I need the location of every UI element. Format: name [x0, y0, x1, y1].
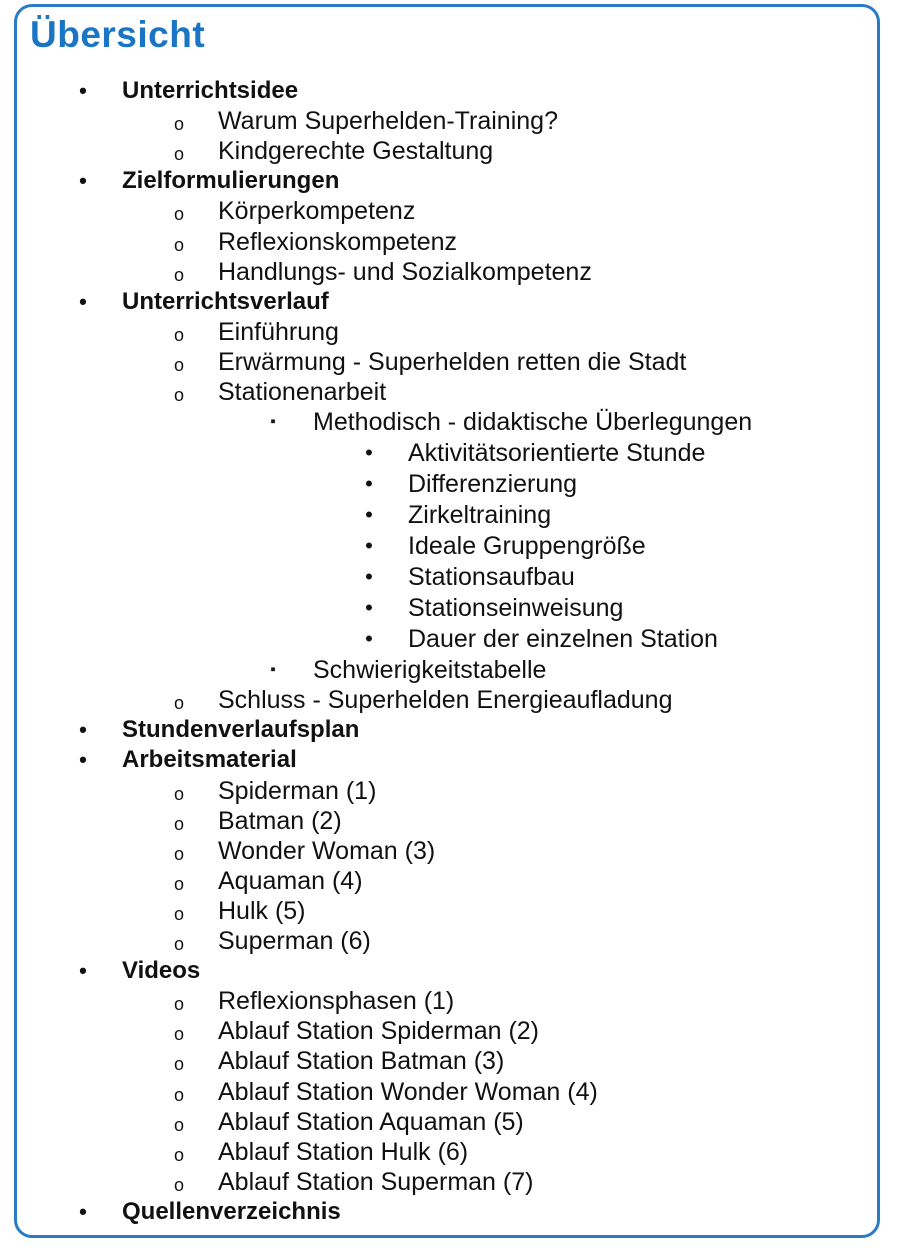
list-bullet-icon: o [173, 934, 184, 954]
subsection-item [0, 776, 880, 806]
subsection-item [0, 1077, 880, 1107]
list-bullet-icon: • [365, 471, 373, 497]
list-item-label: Körperkompetenz [218, 197, 416, 226]
list-bullet-icon: o [173, 1174, 184, 1195]
list-item-label: Handlungs- und Sozialkompetenz [218, 257, 592, 286]
subsubsection-item [0, 655, 880, 685]
list-bullet-icon: o [173, 813, 184, 834]
list-item-label: Stationsaufbau [408, 563, 575, 592]
list-item-label: Ablauf Station Wonder Woman (4) [218, 1077, 598, 1106]
list-item-label: Schwierigkeitstabelle [313, 656, 547, 685]
subsection-item [0, 347, 880, 377]
subsection-item [0, 1016, 880, 1046]
subsection-item [0, 926, 880, 956]
list-item-label: Reflexionskompetenz [218, 227, 458, 256]
list-bullet-icon: • [79, 288, 87, 314]
list-bullet-icon: o [173, 843, 184, 864]
list-item-label: Ablauf Station Superman (7) [218, 1167, 534, 1196]
list-item-label: Unterrichtsidee [122, 77, 299, 104]
list-bullet-icon: o [173, 903, 184, 924]
list-bullet-icon: • [79, 1198, 87, 1224]
list-item-label: Ablauf Station Batman (3) [218, 1047, 505, 1076]
subsection-item [0, 377, 880, 407]
list-item-label: Dauer der einzelnen Station [408, 625, 718, 654]
section-item [0, 76, 880, 106]
list-item-label: Quellenverzeichnis [122, 1197, 341, 1225]
list-item-label: Kindgerechte Gestaltung [218, 137, 494, 166]
subsection-item [0, 1167, 880, 1197]
list-bullet-icon: o [173, 234, 184, 255]
list-item-label: Superman (6) [218, 927, 371, 955]
section-item [0, 166, 880, 196]
list-item-label: Ablauf Station Aquaman (5) [218, 1107, 524, 1136]
list-item-label: Erwärmung - Superhelden retten die Stadt [218, 347, 687, 376]
list-bullet-icon: • [365, 595, 373, 621]
list-item-label: Ablauf Station Spiderman (2) [218, 1017, 540, 1046]
subsection-item [0, 227, 880, 257]
subsection-item [0, 106, 880, 136]
list-bullet-icon: • [365, 564, 373, 590]
list-bullet-icon: • [79, 717, 87, 743]
list-bullet-icon: o [173, 354, 184, 375]
list-item-label: Einführung [218, 317, 339, 346]
list-bullet-icon: o [173, 204, 184, 225]
list-item-label: Warum Superhelden-Training? [218, 107, 558, 136]
detail-item [0, 562, 880, 592]
list-bullet-icon: • [365, 440, 373, 466]
list-bullet-icon: o [173, 1114, 184, 1135]
list-bullet-icon: o [173, 144, 184, 165]
detail-item [0, 593, 880, 623]
list-item-label: Aktivitätsorientierte Stunde [408, 439, 706, 468]
list-bullet-icon: o [173, 1054, 184, 1075]
list-item-label: Methodisch - didaktische Überlegungen [313, 408, 753, 437]
detail-item [0, 438, 880, 468]
list-bullet-icon: • [79, 168, 87, 194]
list-item-label: Ablauf Station Hulk (6) [218, 1137, 469, 1166]
list-bullet-icon: • [79, 78, 87, 103]
subsection-item [0, 866, 880, 896]
subsection-item [0, 1107, 880, 1137]
subsection-item [0, 1137, 880, 1167]
subsection-item [0, 317, 880, 347]
list-bullet-icon: o [173, 324, 184, 345]
list-item-label: Videos [122, 957, 201, 985]
list-bullet-icon: ▪ [270, 413, 276, 431]
list-bullet-icon: o [173, 693, 184, 714]
list-item-label: Schluss - Superhelden Energieaufladung [218, 686, 673, 715]
list-item-label: Differenzierung [408, 470, 578, 499]
detail-item [0, 624, 880, 654]
subsection-item [0, 1046, 880, 1076]
list-item-label: Stationseinweisung [408, 594, 624, 623]
list-item-label: Reflexionsphasen (1) [218, 987, 455, 1016]
list-bullet-icon: o [173, 1144, 184, 1165]
list-item-label: Arbeitsmaterial [122, 746, 297, 774]
section-item [0, 715, 880, 745]
list-item-label: Zielformulierungen [122, 167, 340, 195]
list-bullet-icon: • [79, 747, 87, 773]
subsection-item [0, 836, 880, 866]
list-bullet-icon: o [173, 385, 184, 405]
list-bullet-icon: o [173, 114, 184, 135]
page-title: Übersicht [30, 14, 206, 55]
subsection-item [0, 986, 880, 1016]
subsection-item [0, 806, 880, 836]
list-bullet-icon: o [173, 264, 184, 285]
list-item-label: Batman (2) [218, 806, 342, 835]
list-item-label: Unterrichtsverlauf [122, 287, 329, 315]
detail-item [0, 469, 880, 499]
detail-item [0, 500, 880, 530]
list-item-label: Ideale Gruppengröße [408, 532, 646, 561]
subsection-item [0, 685, 880, 715]
list-bullet-icon: • [365, 626, 373, 652]
list-bullet-icon: o [173, 1084, 184, 1105]
subsubsection-item [0, 407, 880, 437]
section-item [0, 745, 880, 775]
list-item-label: Stationenarbeit [218, 378, 387, 406]
list-bullet-icon: o [173, 994, 184, 1015]
list-bullet-icon: • [365, 533, 373, 559]
section-item [0, 1197, 880, 1227]
list-bullet-icon: ▪ [270, 661, 276, 679]
subsection-item [0, 136, 880, 166]
subsection-item [0, 196, 880, 226]
list-item-label: Stundenverlaufsplan [122, 716, 360, 744]
subsection-item [0, 257, 880, 287]
list-item-label: Wonder Woman (3) [218, 836, 436, 865]
list-bullet-icon: o [173, 1024, 184, 1045]
section-item [0, 956, 880, 986]
detail-item [0, 531, 880, 561]
list-bullet-icon: • [79, 958, 87, 984]
section-item [0, 287, 880, 317]
list-bullet-icon: o [173, 873, 184, 894]
list-item-label: Hulk (5) [218, 896, 306, 925]
list-item-label: Aquaman (4) [218, 866, 363, 895]
list-item-label: Spiderman (1) [218, 776, 377, 805]
subsection-item [0, 896, 880, 926]
list-bullet-icon: o [173, 783, 184, 804]
list-item-label: Zirkeltraining [408, 501, 552, 530]
list-bullet-icon: • [365, 502, 373, 528]
